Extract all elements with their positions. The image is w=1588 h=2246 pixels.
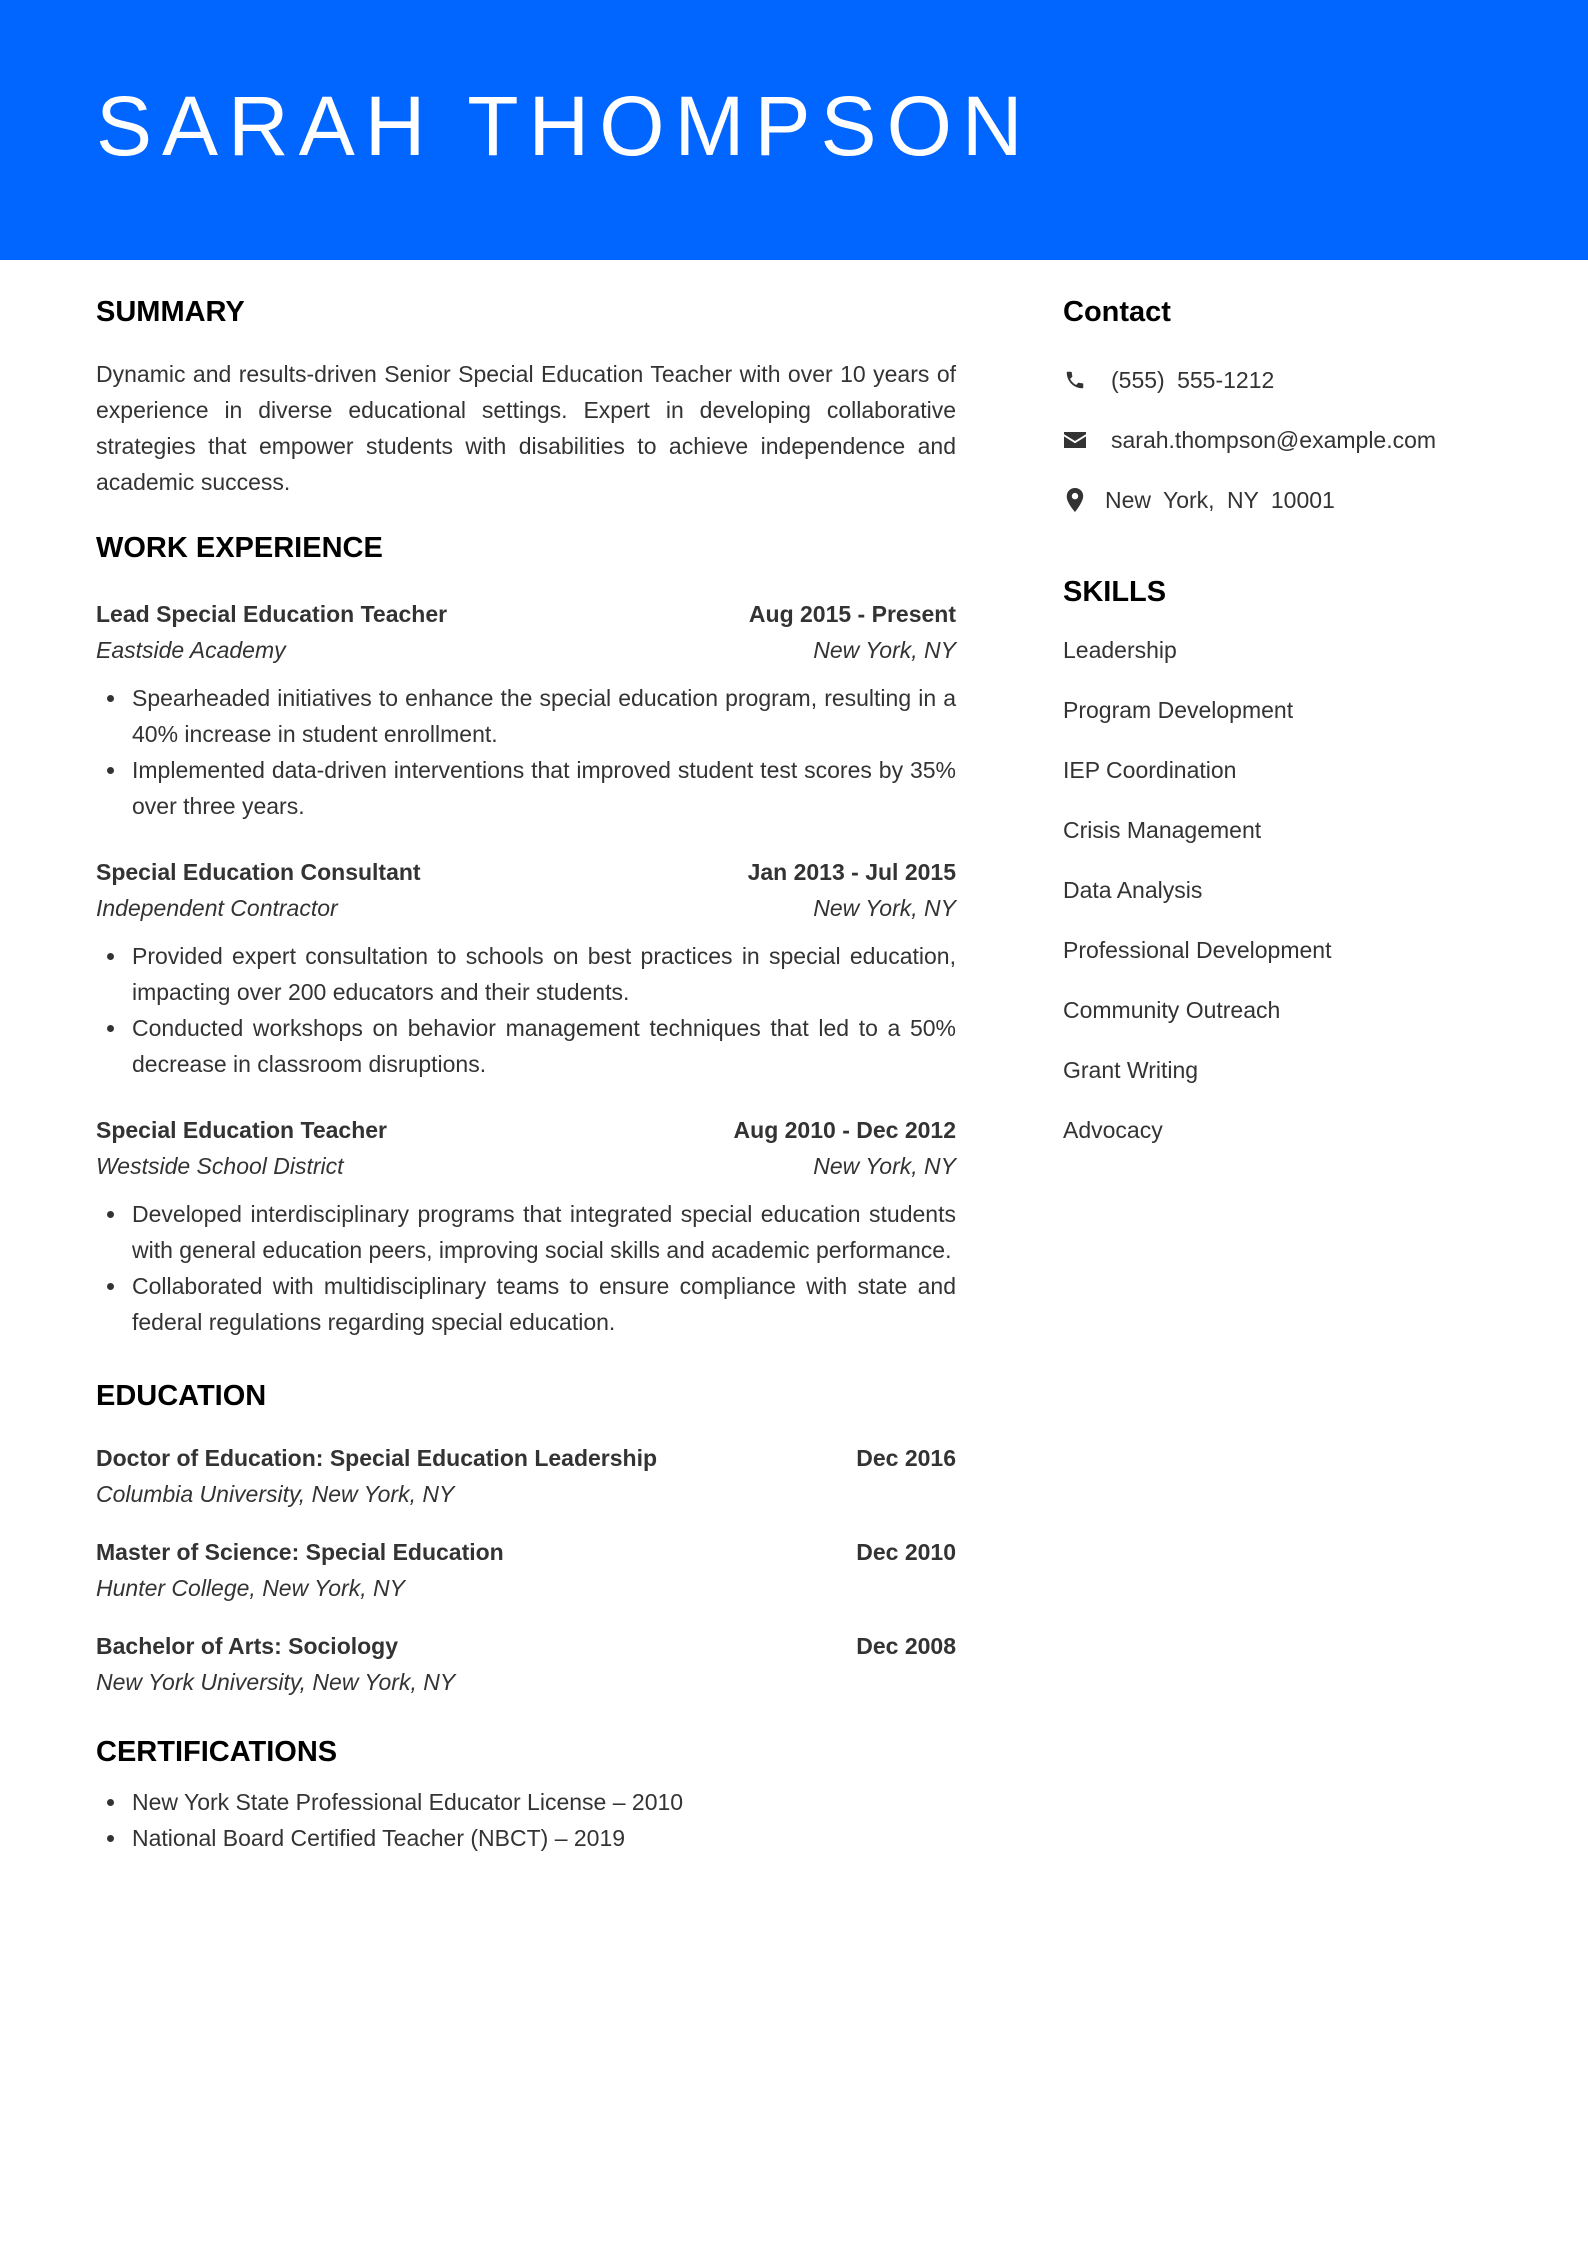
summary-heading: SUMMARY <box>96 296 245 328</box>
certifications-list <box>96 1784 956 1856</box>
header-banner <box>0 0 1588 260</box>
skill-item: Advocacy <box>1063 1117 1163 1143</box>
work-experience-heading: WORK EXPERIENCE <box>96 532 383 564</box>
job-dates: Jan 2013 - Jul 2015 <box>747 859 956 885</box>
skill-item: Professional Development <box>1063 937 1332 963</box>
education-degree: Master of Science: Special Education <box>96 1539 504 1565</box>
skill-item: Data Analysis <box>1063 877 1203 903</box>
job-organization: Independent Contractor <box>96 895 338 921</box>
contact-email[interactable] <box>1063 422 1503 458</box>
envelope-icon <box>1063 428 1087 452</box>
education-degree: Bachelor of Arts: Sociology <box>96 1633 399 1659</box>
skills-list <box>1063 632 1503 1148</box>
job-location: New York, NY <box>813 637 956 663</box>
job-role: Special Education Teacher <box>96 1117 388 1143</box>
education-date: Dec 2016 <box>856 1445 956 1471</box>
education-school: Hunter College, New York, NY <box>96 1575 405 1601</box>
side-column <box>1063 292 1503 1148</box>
education-date: Dec 2008 <box>856 1633 956 1659</box>
job-bullet: Conducted workshops on behavior management techniques that led to a 50% decrease in classroom disruptions. <box>96 1010 956 1082</box>
job-dates: Aug 2010 - Dec 2012 <box>733 1117 956 1143</box>
education-degree: Doctor of Education: Special Education Leadership <box>96 1445 658 1471</box>
job-role: Lead Special Education Teacher <box>96 601 448 627</box>
job-bullet: Provided expert consultation to schools on best practices in special education, impacting over 200 educators and their students. <box>96 938 956 1010</box>
education-heading: EDUCATION <box>96 1380 267 1412</box>
contact-email-text: sarah.thompson@example.com <box>1111 426 1437 453</box>
job-entry <box>96 596 956 824</box>
main-column <box>96 292 956 1856</box>
contact-location-text: New York, NY 10001 <box>1105 486 1335 513</box>
job-bullet: Developed interdisciplinary programs that integrated special education students with general education peers, improving social skills and academic performance. <box>96 1196 956 1268</box>
job-organization: Westside School District <box>96 1153 344 1179</box>
job-role: Special Education Consultant <box>96 859 421 885</box>
job-entry <box>96 1112 956 1340</box>
certifications-heading: CERTIFICATIONS <box>96 1736 338 1768</box>
job-bullet: Spearheaded initiatives to enhance the special education program, resulting in a 40% increase in student enrollment. <box>96 680 956 752</box>
job-bullet: Collaborated with multidisciplinary teams to ensure compliance with state and federal regulations regarding special education. <box>96 1268 956 1340</box>
job-location: New York, NY <box>813 1153 956 1179</box>
job-bullets <box>96 1196 956 1340</box>
skill-item: Crisis Management <box>1063 817 1262 843</box>
contact-phone[interactable] <box>1063 362 1503 398</box>
skills-heading: SKILLS <box>1063 576 1167 608</box>
job-bullets <box>96 938 956 1082</box>
skill-item: Community Outreach <box>1063 997 1281 1023</box>
candidate-name: SARAH THOMPSON <box>96 79 1033 173</box>
map-pin-icon <box>1063 488 1087 512</box>
contact-phone-text: (555) 555-1212 <box>1111 366 1275 393</box>
skill-item: IEP Coordination <box>1063 757 1237 783</box>
education-entry <box>96 1628 956 1700</box>
contact-heading: Contact <box>1063 296 1171 328</box>
job-dates: Aug 2015 - Present <box>748 601 956 627</box>
education-entry <box>96 1534 956 1606</box>
skill-item: Program Development <box>1063 697 1294 723</box>
education-date: Dec 2010 <box>856 1539 956 1565</box>
education-entry <box>96 1440 956 1512</box>
job-entry <box>96 854 956 1082</box>
job-organization: Eastside Academy <box>96 637 286 663</box>
certification-item: New York State Professional Educator License – 2010 <box>96 1784 956 1820</box>
skill-item: Grant Writing <box>1063 1057 1199 1083</box>
job-bullets <box>96 680 956 824</box>
skill-item: Leadership <box>1063 637 1177 663</box>
education-school: New York University, New York, NY <box>96 1669 456 1695</box>
education-school: Columbia University, New York, NY <box>96 1481 455 1507</box>
summary-text: Dynamic and results-driven Senior Special Education Teacher with over 10 years of experience in diverse educational settings. Expert in developing collaborative strategies that empower students with disabilities to achieve independence and academic success. <box>96 361 956 495</box>
job-location: New York, NY <box>813 895 956 921</box>
work-experience-list <box>96 596 956 1340</box>
phone-icon <box>1063 368 1087 392</box>
job-bullet: Implemented data-driven interventions that improved student test scores by 35% over three years. <box>96 752 956 824</box>
contact-location <box>1063 482 1503 518</box>
certification-item: National Board Certified Teacher (NBCT) – 2019 <box>96 1820 956 1856</box>
